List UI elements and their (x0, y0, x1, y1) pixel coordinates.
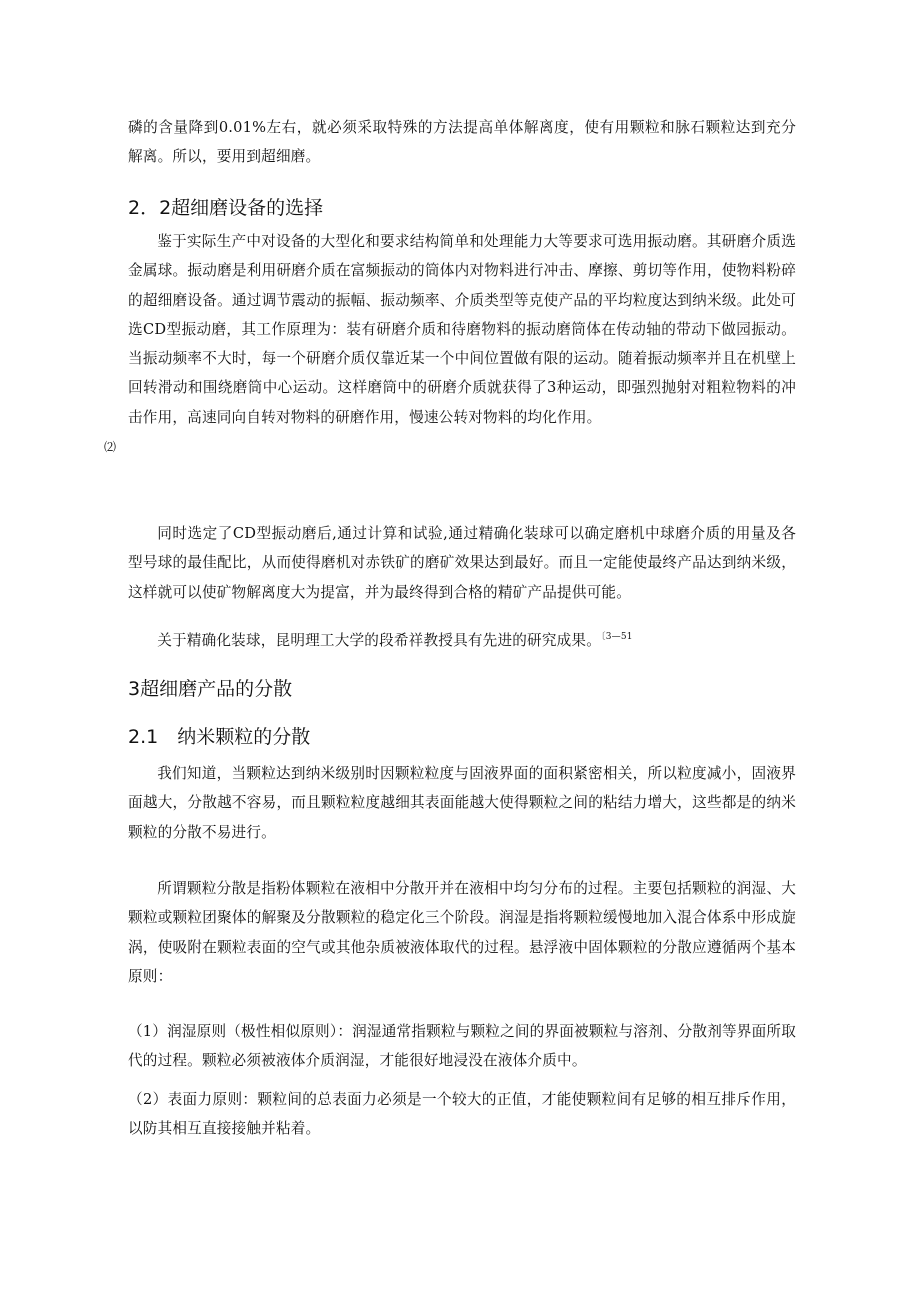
paragraph-vibration-mill-text: 鉴于实际生产中对设备的大型化和要求结构简单和处理能力大等要求可选用振动磨。其研磨介质选金属球。振动磨是利用研磨介质在富频振动的筒体内对物料进行冲击、摩擦、剪切等作用，使物料粉碎的超细磨设备。通过调节震动的振幅、振动频率、介质类型等克使产品的平均粒度达到纳米级。此处可选CD型振动磨，其工作原理为：装有研磨介质和待磨物料的振动磨筒体在传动轴的带动下做园振动。当振动频率不大时，每一个研磨介质仅靠近某一个中间位置做有限的运动。随着振动频率并且在机壁上回转滑动和围绕磨筒中心运动。这样磨筒中的研磨介质就获得了3种运动，即强烈抛射对粗粒物料的冲击作用，高速同向自转对物料的研磨作用，慢速公转对物料的均化作用。 (128, 233, 796, 426)
paragraph-ball-loading (128, 626, 796, 655)
paragraph-nanoparticles: 我们知道，当颗粒达到纳米级别时因颗粒粒度与固液界面的面积紧密相关，所以粒度减小，固液界面越大，分散越不容易，而且颗粒粒度越细其表面能越大使得颗粒之间的粘结力增大，这些都是的纳米颗粒的分散不易进行。 (128, 765, 796, 841)
paragraph-dispersion: 所谓颗粒分散是指粉体颗粒在液相中分散开并在液相中均匀分布的过程。主要包括颗粒的润湿、大颗粒或颗粒团聚体的解聚及分散颗粒的稳定化三个阶段。润湿是指将颗粒缓慢地加入混合体系中形成旋涡，使吸附在颗粒表面的空气或其他杂质被液体取代的过程。悬浮液中固体颗粒的分散应遵循两个基本原则： (128, 880, 796, 985)
paragraph-wetting-principle: （1）润湿原则（极性相似原则）：润湿通常指颗粒与颗粒之间的界面被颗粒与溶剂、分散剂等界面所取代的过程。颗粒必须被液体介质润湿，才能很好地浸没在液体介质中。 (128, 1023, 796, 1070)
paragraph-cd-mill: 同时选定了CD型振动磨后,通过计算和试验,通过精确化装球可以确定磨机中球磨介质的用量及各型号球的最佳配比，从而使得磨机对赤铁矿的磨矿效果达到最好。而且一定能使最终产品达到纳米级，这样就可以使矿物解离度大为提富，并为最终得到合格的精矿产品提供可能。 (128, 525, 796, 601)
citation-2: ⑵ (104, 440, 117, 455)
reference-3-5: 〔3—51 (601, 632, 633, 643)
section-heading-3: 3超细磨产品的分散 (128, 678, 293, 700)
paragraph-phosphorus: 磷的含量降到0.01%左右，就必须采取特殊的方法提高单体解离度，使有用颗粒和脉石颗粒达到充分解离。所以，要用到超细磨。 (128, 119, 796, 166)
paragraph-vibration-mill (104, 227, 796, 462)
paragraph-ball-loading-text: 关于精确化装球，昆明理工大学的段希祥教授具有先进的研究成果。 (157, 632, 602, 649)
section-heading-2-2: 2．2超细磨设备的选择 (128, 197, 324, 219)
section-heading-2-1: 2.1 纳米颗粒的分散 (128, 726, 311, 748)
paragraph-surface-force-principle: （2）表面力原则：颗粒间的总表面力必须是一个较大的正值，才能使颗粒间有足够的相互排斥作用，以防其相互直接接触并粘着。 (128, 1091, 796, 1138)
